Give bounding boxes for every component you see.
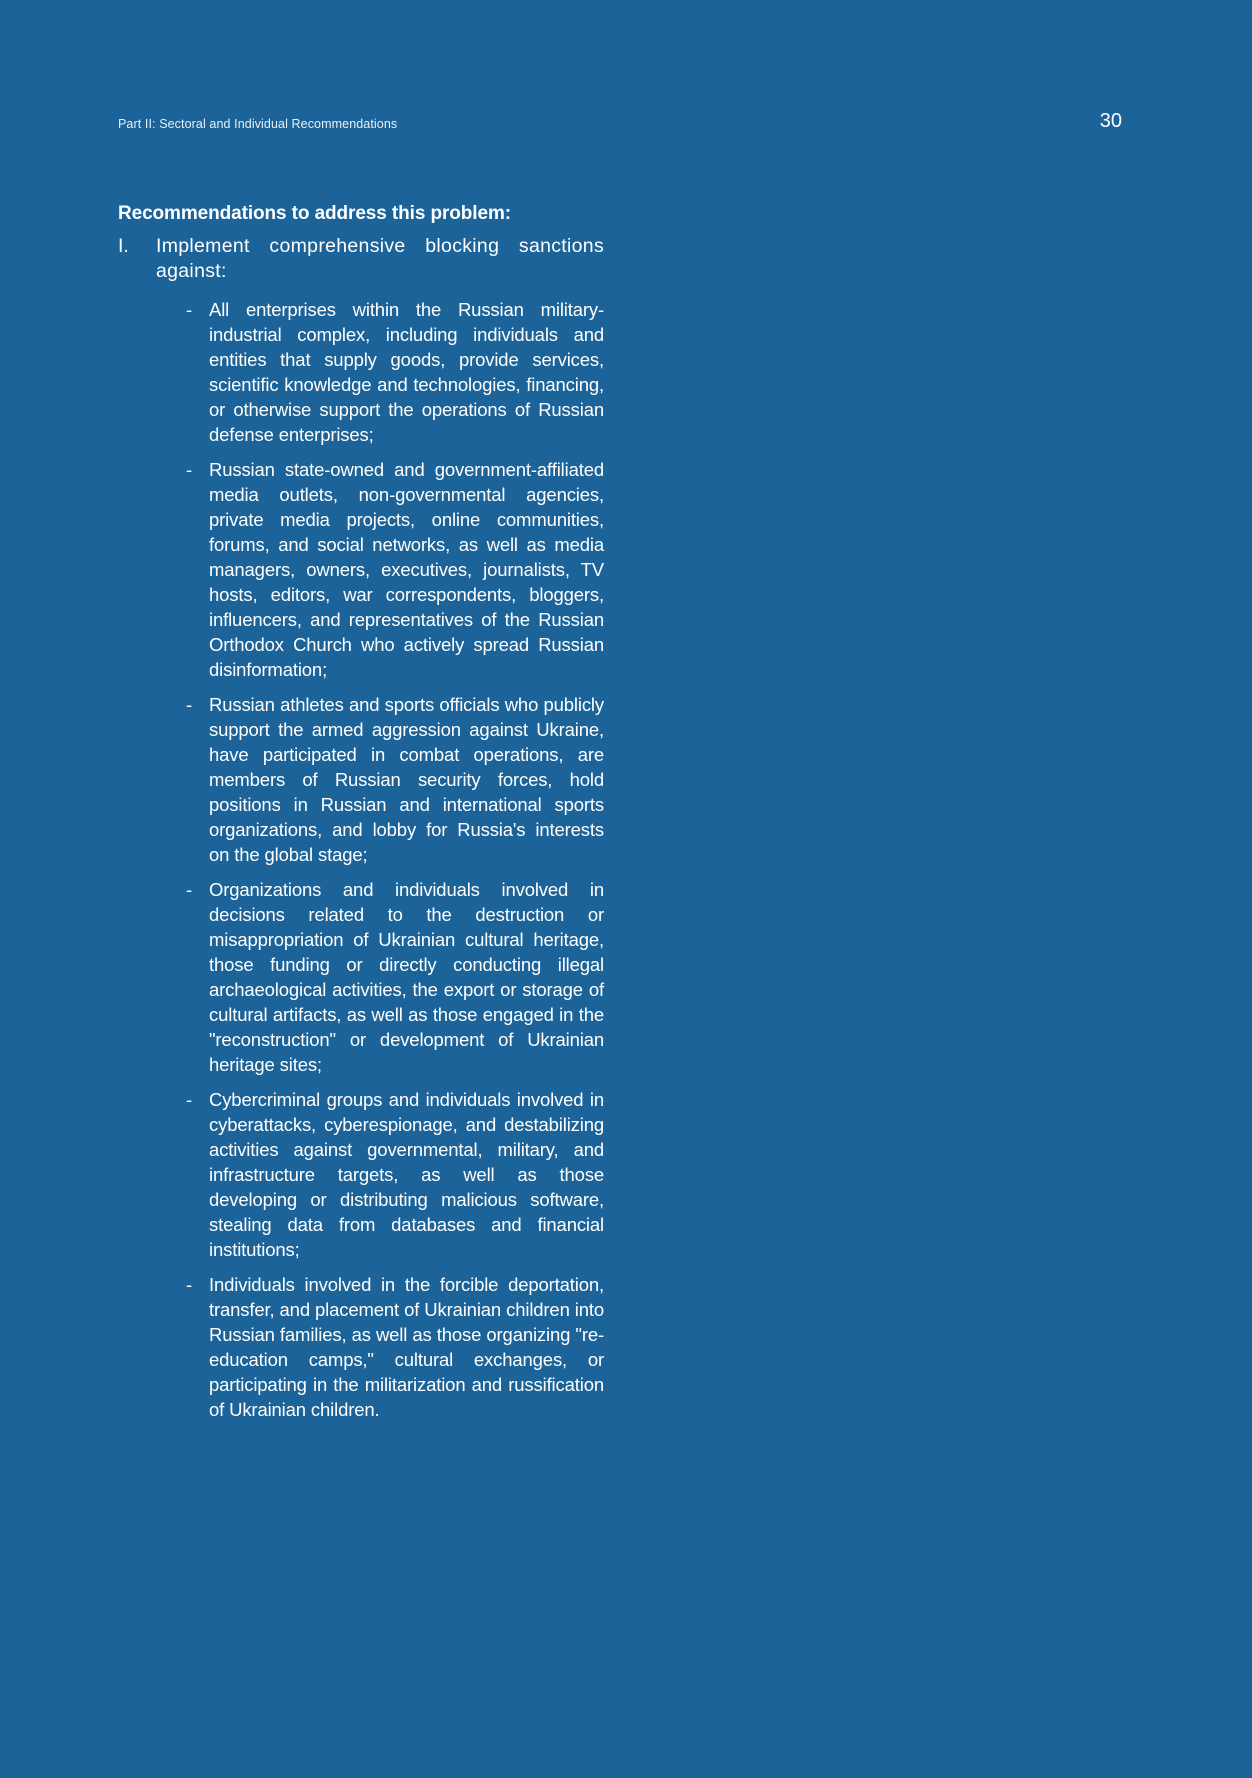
recommendation-item — [118, 234, 604, 1432]
list-item — [186, 877, 604, 1077]
list-item-text: Russian athletes and sports officials who publicly support the armed aggression against Ukraine, have participated in combat operations, are members of Russian security forces, hold positions in Russian and international sports organizations, and lobby for Russia's interests on the global stage; — [209, 694, 604, 865]
dash-marker: - — [186, 1274, 193, 1295]
section-heading: Recommendations to address this problem: — [118, 203, 511, 224]
main-content — [118, 203, 604, 1432]
list-item — [186, 457, 604, 682]
section-label: Part II: Sectoral and Individual Recommendations — [118, 117, 398, 131]
list-item-text: Cybercriminal groups and individuals involved in cyberattacks, cyberespionage, and destabilizing activities against governmental, military, and infrastructure targets, as well as those developing or distributing malicious software, stealing data from databases and financial institutions; — [209, 1089, 604, 1260]
dash-marker: - — [186, 879, 193, 900]
list-item — [186, 1087, 604, 1262]
dash-marker: - — [186, 694, 193, 715]
sanctions-target-list — [156, 297, 604, 1422]
list-item — [186, 297, 604, 447]
list-marker: I. — [118, 235, 129, 257]
list-item — [186, 692, 604, 867]
list-item-text: Individuals involved in the forcible deportation, transfer, and placement of Ukrainian children into Russian families, as well as those organizing "re-education camps," cultural exchanges, or participating in the militarization and russification of Ukrainian children. — [209, 1274, 604, 1420]
dash-marker: - — [186, 1089, 193, 1110]
dash-marker: - — [186, 459, 193, 480]
page-number: 30 — [1099, 110, 1122, 132]
list-item-text: Organizations and individuals involved in decisions related to the destruction or misappropriation of Ukrainian cultural heritage, those funding or directly conducting illegal archaeological activities, the export or storage of cultural artifacts, as well as those engaged in the "reconstruction" or development of Ukrainian heritage sites; — [209, 879, 604, 1075]
dash-marker: - — [186, 299, 193, 320]
list-item — [186, 1272, 604, 1422]
recommendation-text: Implement comprehensive blocking sanctions against: — [156, 235, 604, 282]
list-item-text: All enterprises within the Russian military-industrial complex, including individuals and entities that supply goods, provide services, scientific knowledge and technologies, financing, or otherwise support the operations of Russian defense enterprises; — [209, 299, 604, 445]
list-item-text: Russian state-owned and government-affiliated media outlets, non-governmental agencies, private media projects, online communities, forums, and social networks, as well as media managers, owners, executives, journalists, TV hosts, editors, war correspondents, bloggers, influencers, and representatives of the Russian Orthodox Church who actively spread Russian disinformation; — [209, 459, 604, 680]
